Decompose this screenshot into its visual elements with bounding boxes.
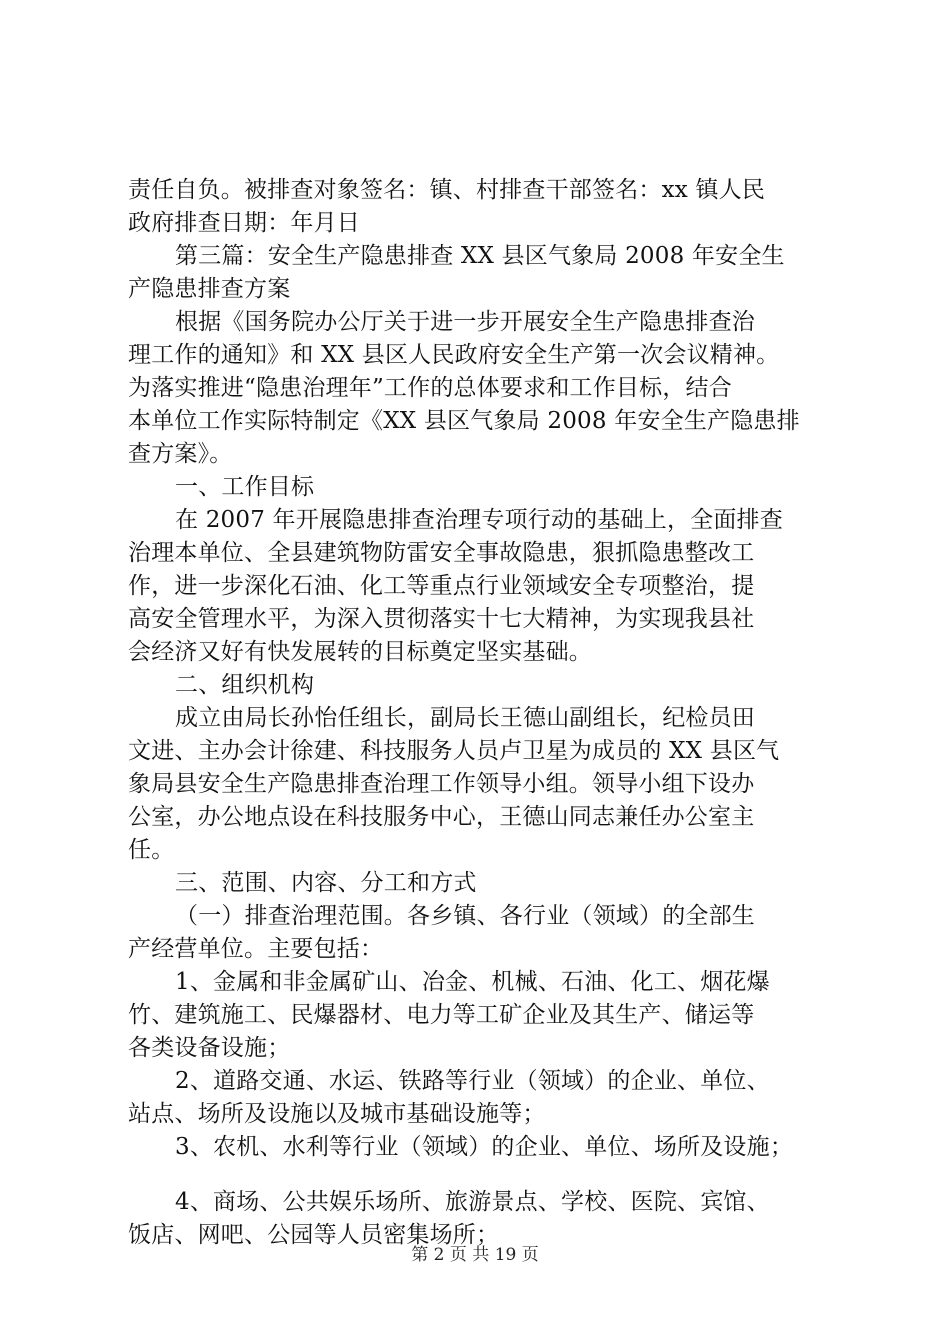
section-heading: 一、工作目标 bbox=[175, 474, 315, 500]
text-line: 高安全管理水平，为深入贯彻落实十七大精神，为实现我县社 bbox=[128, 606, 755, 632]
text-line: 治理本单位、全县建筑物防雷安全事故隐患，狠抓隐患整改工 bbox=[128, 540, 755, 566]
text-line: 产经营单位。主要包括： bbox=[128, 936, 384, 962]
page-footer bbox=[0, 1244, 950, 1266]
text-line: 理工作的通知》和 XX 县区人民政府安全生产第一次会议精神。 bbox=[128, 342, 780, 368]
page-number: 第 2 页 共 19 页 bbox=[411, 1245, 539, 1265]
text-line: 象局县安全生产隐患排查治理工作领导小组。领导小组下设办 bbox=[128, 771, 755, 797]
text-line: 成立由局长孙怡任组长，副局长王德山副组长，纪检员田 bbox=[175, 705, 755, 731]
document-body bbox=[128, 174, 833, 1252]
text-line: 竹、建筑施工、民爆器材、电力等工矿企业及其生产、储运等 bbox=[128, 1002, 755, 1028]
text-line: 作，进一步深化石油、化工等重点行业领域安全专项整治，提 bbox=[128, 573, 755, 599]
text-line: 责任自负。被排查对象签名：镇、村排查干部签名：xx 镇人民 bbox=[128, 177, 766, 203]
list-item: 4、商场、公共娱乐场所、旅游景点、学校、医院、宾馆、 bbox=[175, 1189, 770, 1215]
text-line: 查方案》。 bbox=[128, 441, 233, 467]
text-line: （一）排查治理范围。各乡镇、各行业（领域）的全部生 bbox=[175, 903, 755, 929]
text-line: 为落实推进“隐患治理年”工作的总体要求和工作目标，结合 bbox=[128, 375, 732, 401]
text-line: 站点、场所及设施以及城市基础设施等； bbox=[128, 1101, 546, 1127]
section-heading: 二、组织机构 bbox=[175, 672, 315, 698]
text-line: 在 2007 年开展隐患排查治理专项行动的基础上，全面排查 bbox=[175, 507, 783, 533]
text-line: 任。 bbox=[128, 837, 175, 863]
paragraph-gap bbox=[128, 1164, 833, 1186]
text-line: 政府排查日期：年月日 bbox=[128, 210, 360, 236]
text-line: 饭店、网吧、公园等人员密集场所； bbox=[128, 1222, 500, 1248]
list-item: 1、金属和非金属矿山、冶金、机械、石油、化工、烟花爆 bbox=[175, 969, 770, 995]
section-heading: 三、范围、内容、分工和方式 bbox=[175, 870, 477, 896]
section-heading: 第三篇：安全生产隐患排查 XX 县区气象局 2008 年安全生 bbox=[175, 243, 785, 269]
list-item: 2、道路交通、水运、铁路等行业（领域）的企业、单位、 bbox=[175, 1068, 770, 1094]
text-line: 各类设备设施； bbox=[128, 1035, 291, 1061]
text-line: 会经济又好有快发展转的目标奠定坚实基础。 bbox=[128, 639, 592, 665]
text-line: 公室，办公地点设在科技服务中心，王德山同志兼任办公室主 bbox=[128, 804, 755, 830]
list-item: 3、农机、水利等行业（领域）的企业、单位、场所及设施； bbox=[175, 1134, 794, 1160]
text-line: 文进、主办会计徐建、科技服务人员卢卫星为成员的 XX 县区气 bbox=[128, 738, 780, 764]
text-line: 本单位工作实际特制定《XX 县区气象局 2008 年安全生产隐患排 bbox=[128, 408, 800, 434]
text-line: 根据《国务院办公厅关于进一步开展安全生产隐患排查治 bbox=[175, 309, 755, 335]
section-heading: 产隐患排查方案 bbox=[128, 276, 291, 302]
